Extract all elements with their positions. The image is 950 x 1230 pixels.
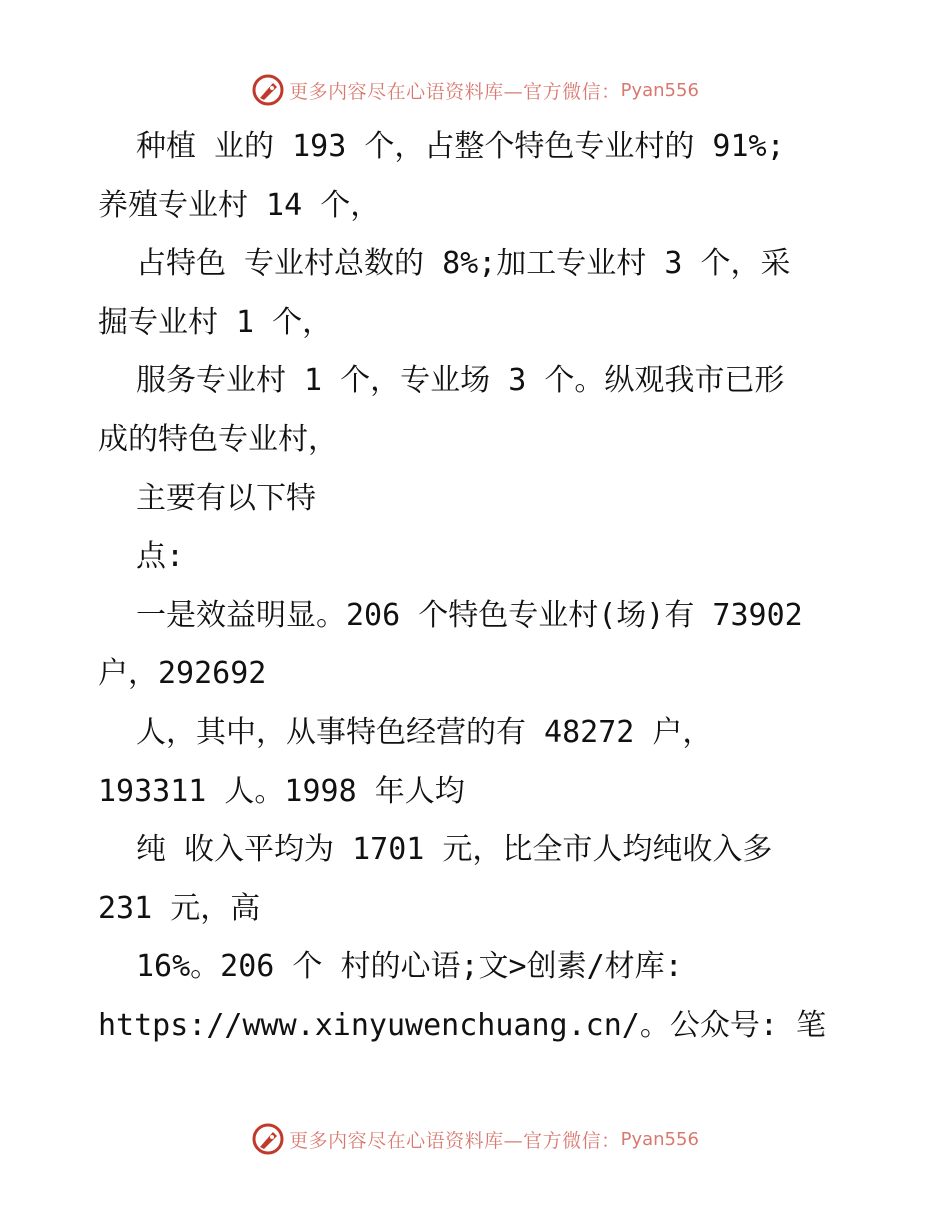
banner-text: 更多内容尽在心语资料库—官方微信： bbox=[289, 1129, 621, 1152]
text-line: 服务专业村 1 个，专业场 3 个。纵观我市已形 bbox=[136, 363, 785, 399]
text-line: 种植 业的 193 个，占整个特色专业村的 91%; bbox=[136, 129, 785, 164]
text-line: 户，292692 bbox=[98, 656, 267, 692]
text-line: 主要有以下特 bbox=[136, 480, 316, 516]
header-watermark-banner bbox=[0, 70, 950, 110]
text-line: 养殖专业村 14 个， bbox=[98, 187, 381, 223]
text-line: 231 元，高 bbox=[98, 890, 261, 926]
text-line: 一是效益明显。206 个特色专业村(场)有 73902 bbox=[136, 597, 803, 633]
banner-wechat-id: Pyan556 bbox=[620, 1128, 699, 1150]
text-line: 点: bbox=[136, 539, 185, 575]
footer-watermark-banner bbox=[0, 1119, 950, 1159]
text-line: 成的特色专业村， bbox=[98, 421, 338, 457]
text-line: 193311 人。1998 年人均 bbox=[98, 773, 465, 809]
text-line: 占特色 专业村总数的 8%;加工专业村 3 个，采 bbox=[136, 246, 791, 282]
text-line: 人，其中，从事特色经营的有 48272 户， bbox=[136, 714, 713, 750]
text-line: 纯 收入平均为 1701 元，比全市人均纯收入多 bbox=[136, 832, 773, 868]
pen-nib-logo-icon bbox=[251, 73, 285, 107]
banner-wechat-id: Pyan556 bbox=[620, 79, 699, 101]
pen-nib-logo-icon bbox=[251, 1122, 285, 1156]
document-body bbox=[98, 118, 858, 1056]
text-line: https://www.xinyuwenchuang.cn/。公众号: 笔 bbox=[98, 1007, 826, 1043]
banner-text: 更多内容尽在心语资料库—官方微信： bbox=[289, 80, 621, 103]
text-line: 16%。206 个 村的心语;文>创素/材库: bbox=[136, 949, 683, 985]
text-line: 掘专业村 1 个， bbox=[98, 304, 333, 340]
